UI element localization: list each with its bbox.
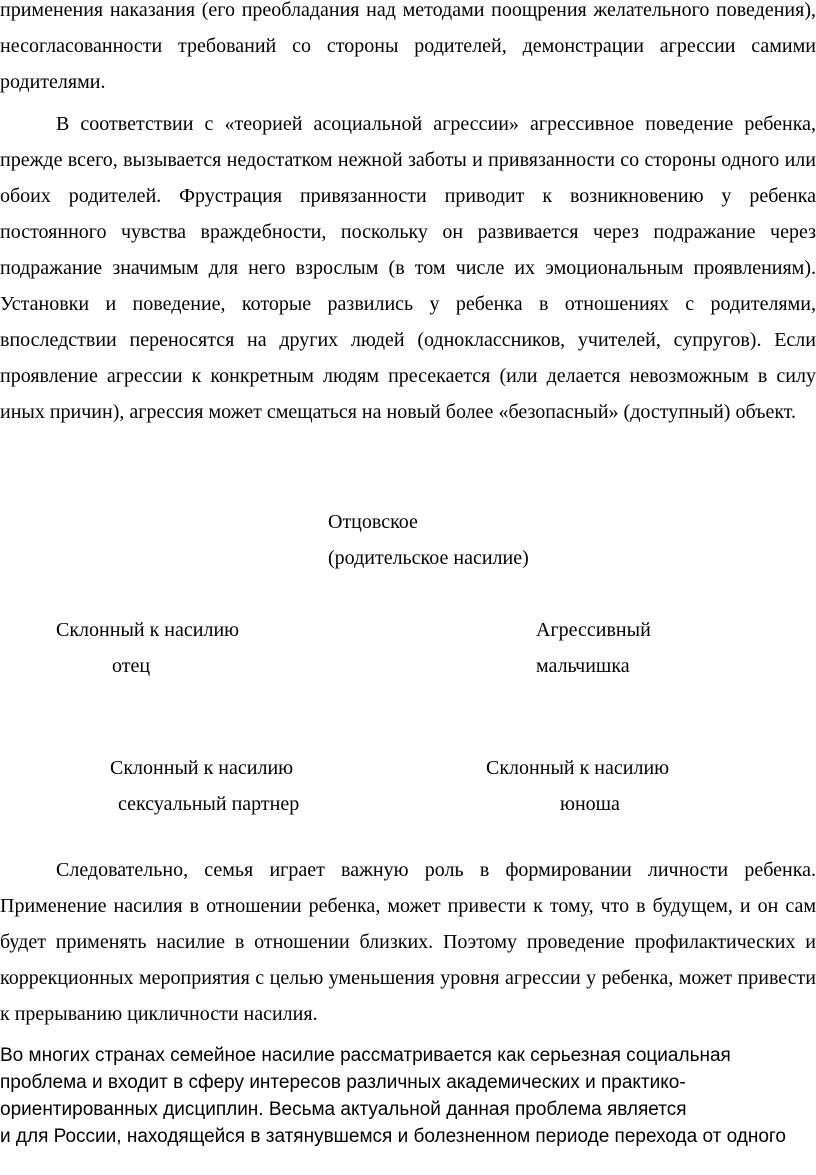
diagram-node-title: Склонный к насилию <box>56 619 240 641</box>
diagram-node-title: Склонный к насилию <box>486 757 670 779</box>
diagram-node-aggressive-boy <box>536 612 651 684</box>
diagram-node-subtitle: (родительское насилие) <box>328 547 529 569</box>
diagram-node-subtitle: мальчишка <box>536 655 630 677</box>
paragraph-2: В соответствии с «теорией асоциальной агрессии» агрессивное поведение ребенка, прежде всего, вызывается недостатком нежной заботы и привязанности со стороны одного или обоих родителей. Фрустрация привязанности приводит к возникновению у ребенка постоянного чувства враждебности, поскольку он развивается через подражание через подражание значимым для него взрослым (в том числе их эмоциональным проявлениям). Установки и поведение, которые развились у ребенка в отношениях с родителями, впоследствии переносятся на других людей (одноклассников, учителей, супругов). Если проявление агрессии к конкретным людям пресекается (или делается невозможным в силу иных причин), агрессия может смещаться на новый более «безопасный» (доступный) объект. <box>0 113 816 423</box>
diagram-node-title: Склонный к насилию <box>110 757 294 779</box>
diagram-node-violent-youth <box>486 750 669 822</box>
diagram-node-subtitle: юноша <box>560 793 620 815</box>
paragraph-3: Следовательно, семья играет важную роль в формировании личности ребенка. Применение насилия в отношении ребенка, может привести к тому, что в будущем, и он сам будет применять насилие в отношении близких. Поэтому проведение профилактических и коррекционных мероприятия с целью уменьшения уровня агрессии у ребенка, может привести к прерыванию цикличности насилия. <box>0 859 816 1025</box>
diagram-node-violent-partner <box>110 750 299 822</box>
paragraph-1: применения наказания (его преобладания над методами поощрения желательного поведения), несогласованности требований со стороны родителей, демонстрации агрессии самими родителями. <box>0 0 816 93</box>
diagram-node-subtitle: отец <box>112 655 151 677</box>
diagram-node-paternal-violence <box>328 504 529 576</box>
diagram-node-subtitle: сексуальный партнер <box>118 793 300 815</box>
paragraph-4-line: и для России, находящейся в затянувшемся и болезненном периоде перехода от одного <box>0 1126 786 1147</box>
diagram-node-title: Отцовское <box>328 511 418 533</box>
paragraph-4-line: Во многих странах семейное насилие рассматривается как серьезная социальная <box>0 1045 731 1066</box>
diagram-node-violent-father <box>56 612 239 684</box>
diagram-node-title: Агрессивный <box>536 619 651 641</box>
paragraph-4-line: ориентированных дисциплин. Весьма актуальной данная проблема является <box>0 1099 687 1120</box>
paragraph-4 <box>0 1042 816 1150</box>
paragraph-4-line: проблема и входит в сферу интересов различных академических и практико- <box>0 1072 686 1093</box>
